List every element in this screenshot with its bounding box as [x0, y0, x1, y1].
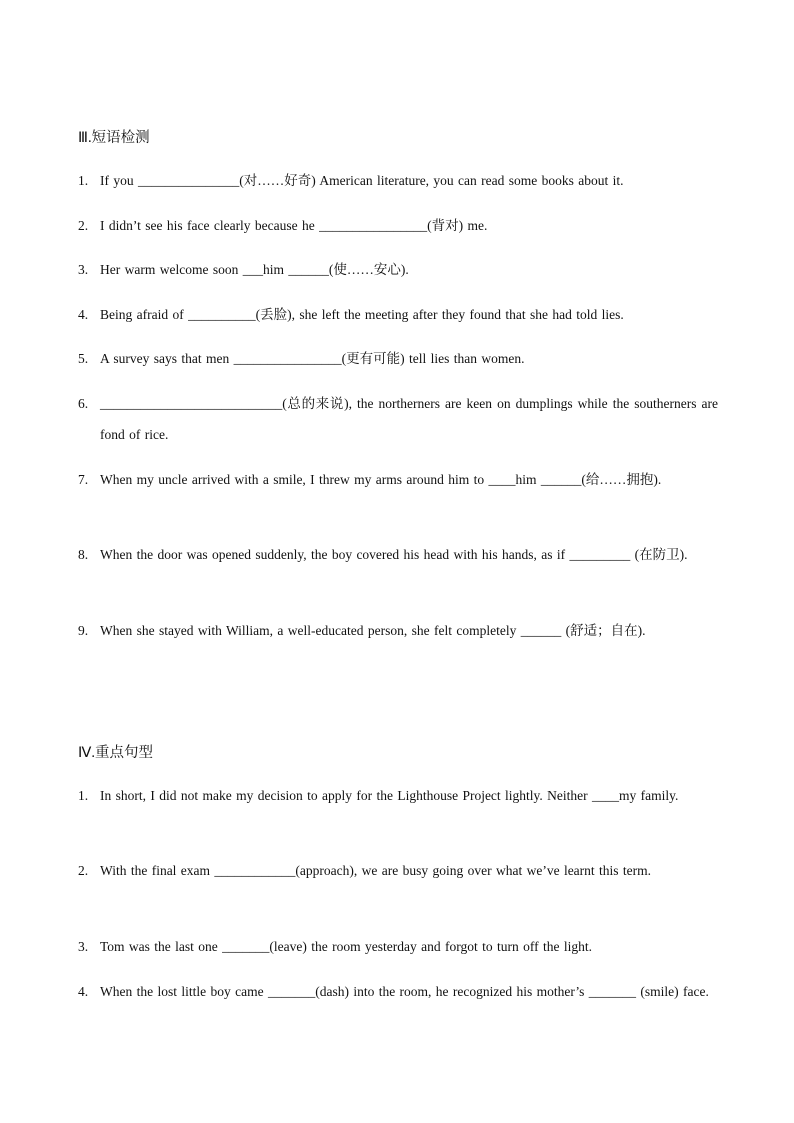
item-text: When the door was opened suddenly, the boy covered his head with his hands, as if _________ (在防卫).: [100, 547, 688, 562]
phrase-item-5: [78, 343, 718, 374]
item-text: Her warm welcome soon ___him ______(使……安心).: [100, 262, 409, 277]
item-number: 4.: [78, 307, 89, 322]
sentence-item-2: [78, 855, 718, 886]
item-text: I didn’t see his face clearly because he ________________(背对) me.: [100, 218, 488, 233]
phrase-item-6: [78, 388, 718, 450]
sentence-item-1: [78, 780, 718, 811]
phrase-item-2: [78, 210, 718, 241]
item-number: 8.: [78, 547, 89, 562]
item-text: ___________________________(总的来说), the northerners are keen on dumplings while the southerners are fond of rice.: [100, 396, 718, 442]
item-number: 5.: [78, 351, 89, 366]
phrase-item-7: [78, 464, 718, 495]
item-text: Tom was the last one _______(leave) the room yesterday and forgot to turn off the light.: [100, 939, 592, 954]
section-3-heading: Ⅲ.短语检测: [78, 130, 150, 146]
item-number: 2.: [78, 863, 89, 878]
item-number: 4.: [78, 984, 89, 999]
item-text: When the lost little boy came _______(dash) into the room, he recognized his mother’s _______ (smile) face.: [100, 984, 709, 999]
item-number: 7.: [78, 472, 89, 487]
section-4-heading: Ⅳ.重点句型: [78, 745, 154, 761]
item-number: 3.: [78, 262, 89, 277]
item-number: 2.: [78, 218, 89, 233]
sentence-item-3: [78, 931, 718, 962]
item-text: In short, I did not make my decision to apply for the Lighthouse Project lightly. Neither ____my family.: [100, 788, 679, 803]
sentence-item-4: [78, 976, 718, 1007]
phrase-item-9: [78, 615, 718, 646]
item-number: 1.: [78, 173, 89, 188]
item-number: 6.: [78, 396, 89, 411]
item-text: If you _______________(对……好奇) American literature, you can read some books about it.: [100, 173, 624, 188]
item-text: Being afraid of __________(丢脸), she left the meeting after they found that she had told lies.: [100, 307, 624, 322]
item-number: 9.: [78, 623, 89, 638]
item-text: When my uncle arrived with a smile, I threw my arms around him to ____him ______(给……拥抱).: [100, 472, 662, 487]
phrase-item-3: [78, 254, 718, 285]
item-text: A survey says that men ________________(更有可能) tell lies than women.: [100, 351, 525, 366]
item-number: 3.: [78, 939, 89, 954]
phrase-item-8: [78, 539, 718, 570]
phrase-item-1: [78, 165, 718, 196]
item-text: With the final exam ____________(approach), we are busy going over what we’ve learnt this term.: [100, 863, 652, 878]
item-number: 1.: [78, 788, 89, 803]
item-text: When she stayed with William, a well-educated person, she felt completely ______ (舒适；自在).: [100, 623, 646, 638]
phrase-item-4: [78, 299, 718, 330]
